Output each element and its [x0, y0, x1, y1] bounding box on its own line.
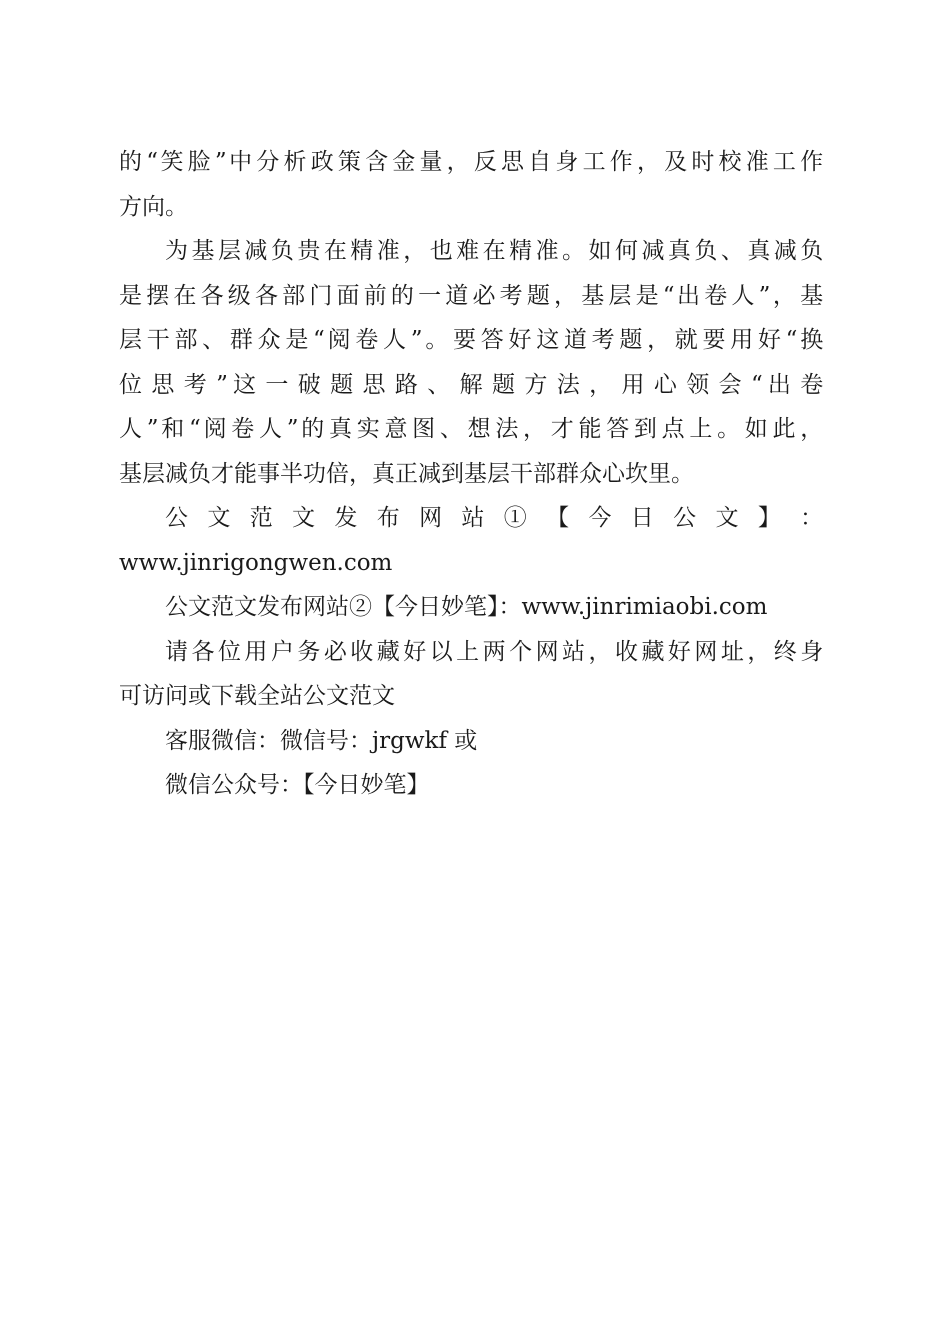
- site-1-url[interactable]: www.jinrigongwen.com: [119, 549, 393, 576]
- text-line: 可访问或下载全站公文范文: [119, 683, 395, 709]
- text-line: 是 摆 在 各 级 各 部 门 面 前 的 一 道 必 考 题 ， 基 层 是 “ 出 卷 人 ” ， 基: [119, 282, 824, 309]
- text-line: 请 各 位 用 户 务 必 收 藏 好 以 上 两 个 网 站 ， 收 藏 好 网 址 ， 终 身: [165, 638, 824, 665]
- document-body: [119, 140, 823, 808]
- site-1-info: [119, 496, 823, 585]
- wechat-official: [119, 763, 823, 808]
- text-line: 基层减负才能事半功倍，真正减到基层干部群众心坎里。: [119, 460, 694, 487]
- text-line: 方向。: [119, 193, 188, 220]
- wechat-service-line: 客服微信：微信号：jrgwkf 或: [165, 727, 478, 754]
- site-2-line[interactable]: 公文范文发布网站②【今日妙笔】：www.jinrimiaobi.com: [165, 594, 768, 620]
- paragraph-policy-reflection: [119, 140, 823, 229]
- text-line: 层 干 部 、 群 众 是 “ 阅 卷 人 ” 。 要 答 好 这 道 考 题 ， 就 要 用 好 “ 换: [119, 327, 824, 353]
- wechat-official-line: 微信公众号：【今日妙笔】: [165, 772, 430, 798]
- text-line: 为 基 层 减 负 贵 在 精 准 ， 也 难 在 精 准 。 如 何 减 真 负 、 真 减 负: [165, 238, 824, 264]
- wechat-service: [119, 719, 823, 764]
- text-line: 的 “ 笑 脸 ” 中 分 析 政 策 含 金 量 ， 反 思 自 身 工 作 ， 及 时 校 准 工 作: [119, 149, 824, 175]
- text-line: 人 ” 和 “ 阅 卷 人 ” 的 真 实 意 图 、 想 法 ， 才 能 答 到 点 上 。 如 此 ，: [119, 416, 824, 442]
- paragraph-burden-reduction: [119, 229, 823, 496]
- bookmark-notice: [119, 630, 823, 719]
- site-2-info: [119, 585, 823, 630]
- text-line: 位 思 考 ” 这 一 破 题 思 路 、 解 题 方 法 ， 用 心 领 会 “ 出 卷: [119, 371, 824, 398]
- site-1-title: 公 文 范 文 发 布 网 站 ① 【 今 日 公 文 】 ：: [165, 505, 824, 531]
